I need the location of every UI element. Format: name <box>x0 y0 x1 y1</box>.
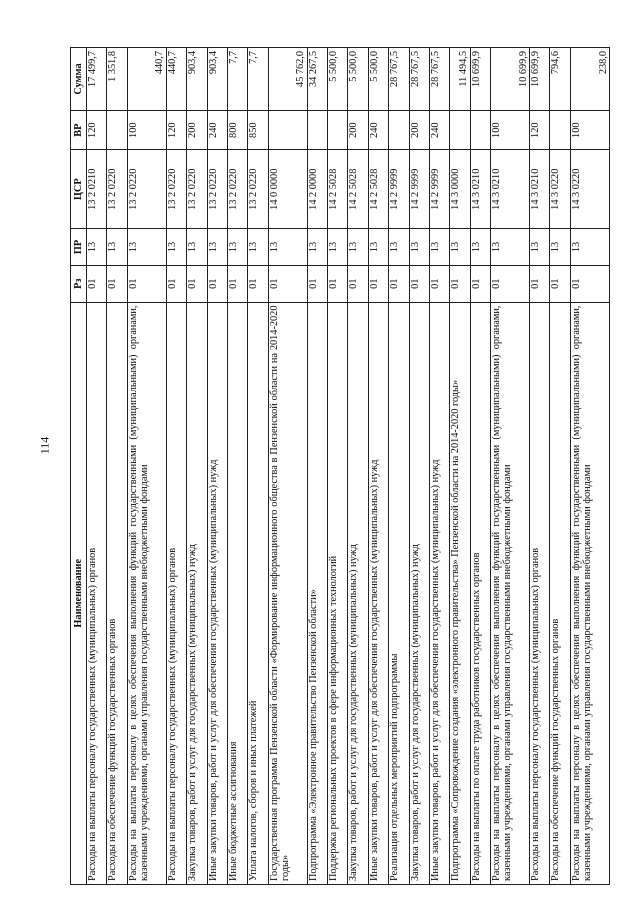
cell-sum: 1 351,8 <box>107 48 127 111</box>
cell-pr: 13 <box>227 229 247 266</box>
cell-vr <box>450 111 470 150</box>
cell-rz: 01 <box>248 265 268 302</box>
cell-csr: 13 2 0210 <box>87 150 107 229</box>
cell-name: Расходы на обеспечение функций государственных органов <box>107 302 127 884</box>
table-row <box>207 48 227 885</box>
cell-pr: 13 <box>166 229 186 266</box>
cell-rz: 01 <box>490 265 529 302</box>
table-row <box>429 48 449 885</box>
cell-csr: 14 2 0000 <box>307 150 327 229</box>
cell-vr: 100 <box>127 111 166 150</box>
cell-csr: 13 2 0220 <box>127 150 166 229</box>
cell-vr: 240 <box>368 111 388 150</box>
table-row <box>550 48 570 885</box>
cell-rz: 01 <box>409 265 429 302</box>
table-row <box>187 48 207 885</box>
cell-rz: 01 <box>187 265 207 302</box>
cell-sum: 440,7 <box>166 48 186 111</box>
cell-pr: 13 <box>570 229 609 266</box>
cell-csr: 14 2 9999 <box>409 150 429 229</box>
cell-vr: 850 <box>248 111 268 150</box>
cell-name: Расходы на выплаты персоналу в целях обеспечения выполнения функций государственными (муниципальными) органами, казенными учреждениями, органами управления государственными внебюджетными фондами <box>570 302 609 884</box>
cell-rz: 01 <box>166 265 186 302</box>
cell-csr: 14 2 5028 <box>348 150 368 229</box>
cell-name: Иные бюджетные ассигнования <box>227 302 247 884</box>
cell-rz: 01 <box>268 265 307 302</box>
cell-pr: 13 <box>107 229 127 266</box>
budget-table <box>70 47 610 885</box>
cell-pr: 13 <box>409 229 429 266</box>
cell-csr: 14 3 0000 <box>450 150 470 229</box>
page-number: 114 <box>37 436 52 455</box>
cell-rz: 01 <box>450 265 470 302</box>
cell-vr: 240 <box>207 111 227 150</box>
table-row <box>307 48 327 885</box>
cell-sum: 17 499,7 <box>87 48 107 111</box>
cell-csr: 13 2 0220 <box>207 150 227 229</box>
cell-sum: 28 767,5 <box>409 48 429 111</box>
cell-sum: 238,0 <box>570 48 609 111</box>
cell-rz: 01 <box>470 265 490 302</box>
table-row <box>368 48 388 885</box>
cell-vr: 200 <box>187 111 207 150</box>
cell-sum: 903,4 <box>187 48 207 111</box>
cell-name: Иные закупки товаров, работ и услуг для обеспечения государственных (муниципальных) нужд <box>429 302 449 884</box>
cell-sum: 28 767,5 <box>429 48 449 111</box>
cell-sum: 7,7 <box>248 48 268 111</box>
header-pr: ПР <box>71 229 87 266</box>
cell-name: Иные закупки товаров, работ и услуг для обеспечения государственных (муниципальных) нужд <box>207 302 227 884</box>
cell-csr: 13 2 0220 <box>227 150 247 229</box>
cell-vr <box>307 111 327 150</box>
table-row <box>268 48 307 885</box>
table-row <box>87 48 107 885</box>
cell-rz: 01 <box>107 265 127 302</box>
table-row <box>248 48 268 885</box>
table-row <box>450 48 470 885</box>
cell-sum: 5 500,0 <box>348 48 368 111</box>
cell-sum: 5 500,0 <box>368 48 388 111</box>
cell-sum: 7,7 <box>227 48 247 111</box>
table-row <box>389 48 409 885</box>
cell-name: Иные закупки товаров, работ и услуг для обеспечения государственных (муниципальных) нужд <box>368 302 388 884</box>
cell-name: Расходы на обеспечение функций государственных органов <box>550 302 570 884</box>
cell-rz: 01 <box>207 265 227 302</box>
cell-csr: 14 3 0210 <box>470 150 490 229</box>
cell-name: Подпрограмма «Электронное правительство Пензенской области» <box>307 302 327 884</box>
table-row <box>227 48 247 885</box>
cell-pr: 13 <box>368 229 388 266</box>
header-name: Наименование <box>71 302 87 884</box>
cell-csr: 14 0 0000 <box>268 150 307 229</box>
header-sum: Сумма <box>71 48 87 111</box>
cell-pr: 13 <box>187 229 207 266</box>
table-row <box>530 48 550 885</box>
cell-csr: 13 2 0220 <box>107 150 127 229</box>
cell-name: Государственная программа Пензенской области «Формирование информационного общества в Пензенской области на 2014-2020 годы» <box>268 302 307 884</box>
cell-vr: 200 <box>409 111 429 150</box>
cell-csr: 14 2 5028 <box>328 150 348 229</box>
cell-csr: 14 2 9999 <box>389 150 409 229</box>
cell-rz: 01 <box>328 265 348 302</box>
cell-rz: 01 <box>550 265 570 302</box>
cell-sum: 11 494,5 <box>450 48 470 111</box>
cell-vr: 120 <box>87 111 107 150</box>
table-row <box>107 48 127 885</box>
cell-pr: 13 <box>490 229 529 266</box>
cell-pr: 13 <box>248 229 268 266</box>
cell-rz: 01 <box>127 265 166 302</box>
cell-vr: 800 <box>227 111 247 150</box>
header-rz: Рз <box>71 265 87 302</box>
cell-rz: 01 <box>307 265 327 302</box>
cell-pr: 13 <box>87 229 107 266</box>
cell-sum: 903,4 <box>207 48 227 111</box>
cell-vr: 120 <box>530 111 550 150</box>
cell-pr: 13 <box>328 229 348 266</box>
cell-pr: 13 <box>429 229 449 266</box>
cell-vr <box>550 111 570 150</box>
cell-pr: 13 <box>348 229 368 266</box>
cell-rz: 01 <box>429 265 449 302</box>
table-row <box>470 48 490 885</box>
table-row <box>490 48 529 885</box>
table-row <box>409 48 429 885</box>
cell-name: Расходы на выплаты персоналу в целях обеспечения выполнения функций государственными (муниципальными) органами, казенными учреждениями, органами управления государственными внебюджетными фондами <box>127 302 166 884</box>
cell-pr: 13 <box>268 229 307 266</box>
cell-rz: 01 <box>348 265 368 302</box>
cell-csr: 14 2 5028 <box>368 150 388 229</box>
cell-name: Реализация отдельных мероприятий подпрограммы <box>389 302 409 884</box>
cell-csr: 14 3 0210 <box>490 150 529 229</box>
cell-name: Закупка товаров, работ и услуг для государственных (муниципальных) нужд <box>409 302 429 884</box>
cell-pr: 13 <box>550 229 570 266</box>
table-row <box>328 48 348 885</box>
cell-pr: 13 <box>307 229 327 266</box>
cell-csr: 14 3 0220 <box>570 150 609 229</box>
header-row <box>71 48 87 885</box>
cell-vr <box>107 111 127 150</box>
cell-rz: 01 <box>368 265 388 302</box>
cell-vr <box>268 111 307 150</box>
cell-rz: 01 <box>389 265 409 302</box>
cell-name: Расходы на выплаты персоналу государственных (муниципальных) органов <box>87 302 107 884</box>
cell-sum: 28 767,5 <box>389 48 409 111</box>
table-row <box>127 48 166 885</box>
cell-vr <box>328 111 348 150</box>
cell-name: Уплата налогов, сборов и иных платежей <box>248 302 268 884</box>
cell-sum: 34 267,5 <box>307 48 327 111</box>
cell-sum: 5 500,0 <box>328 48 348 111</box>
cell-vr <box>470 111 490 150</box>
header-vr: ВР <box>71 111 87 150</box>
cell-name: Подпрограмма «Сопровождение создания «электронного правительства» Пензенской области на 2014-2020 годы» <box>450 302 470 884</box>
cell-name: Поддержка региональных проектов в сфере информационных технологий <box>328 302 348 884</box>
cell-rz: 01 <box>530 265 550 302</box>
cell-pr: 13 <box>470 229 490 266</box>
cell-vr <box>389 111 409 150</box>
cell-vr: 200 <box>348 111 368 150</box>
cell-sum: 10 699,9 <box>490 48 529 111</box>
table-row <box>348 48 368 885</box>
header-csr: ЦСР <box>71 150 87 229</box>
cell-name: Расходы на выплаты персоналу государственных (муниципальных) органов <box>530 302 550 884</box>
budget-table-rotated <box>70 47 610 885</box>
cell-csr: 13 2 0220 <box>166 150 186 229</box>
cell-sum: 794,6 <box>550 48 570 111</box>
cell-vr: 100 <box>490 111 529 150</box>
cell-name: Закупка товаров, работ и услуг для государственных (муниципальных) нужд <box>348 302 368 884</box>
cell-vr: 240 <box>429 111 449 150</box>
cell-csr: 13 2 0220 <box>248 150 268 229</box>
cell-csr: 14 2 9999 <box>429 150 449 229</box>
cell-csr: 13 2 0220 <box>187 150 207 229</box>
cell-rz: 01 <box>87 265 107 302</box>
cell-sum: 10 699,9 <box>470 48 490 111</box>
cell-sum: 440,7 <box>127 48 166 111</box>
table-row <box>570 48 609 885</box>
cell-name: Расходы на выплаты персоналу государственных (муниципальных) органов <box>166 302 186 884</box>
cell-name: Расходы на выплаты персоналу в целях обеспечения выполнения функций государственными (муниципальными) органами, казенными учреждениями, органами управления государственными внебюджетными фондами <box>490 302 529 884</box>
cell-sum: 10 699,9 <box>530 48 550 111</box>
cell-csr: 14 3 0210 <box>530 150 550 229</box>
cell-name: Закупка товаров, работ и услуг для государственных (муниципальных) нужд <box>187 302 207 884</box>
cell-vr: 100 <box>570 111 609 150</box>
table-row <box>166 48 186 885</box>
cell-pr: 13 <box>530 229 550 266</box>
cell-rz: 01 <box>570 265 609 302</box>
cell-name: Расходы на выплаты по оплате труда работников государственных органов <box>470 302 490 884</box>
cell-pr: 13 <box>127 229 166 266</box>
cell-pr: 13 <box>207 229 227 266</box>
cell-csr: 14 3 0220 <box>550 150 570 229</box>
cell-pr: 13 <box>450 229 470 266</box>
cell-rz: 01 <box>227 265 247 302</box>
cell-vr: 120 <box>166 111 186 150</box>
cell-pr: 13 <box>389 229 409 266</box>
cell-sum: 45 762,0 <box>268 48 307 111</box>
